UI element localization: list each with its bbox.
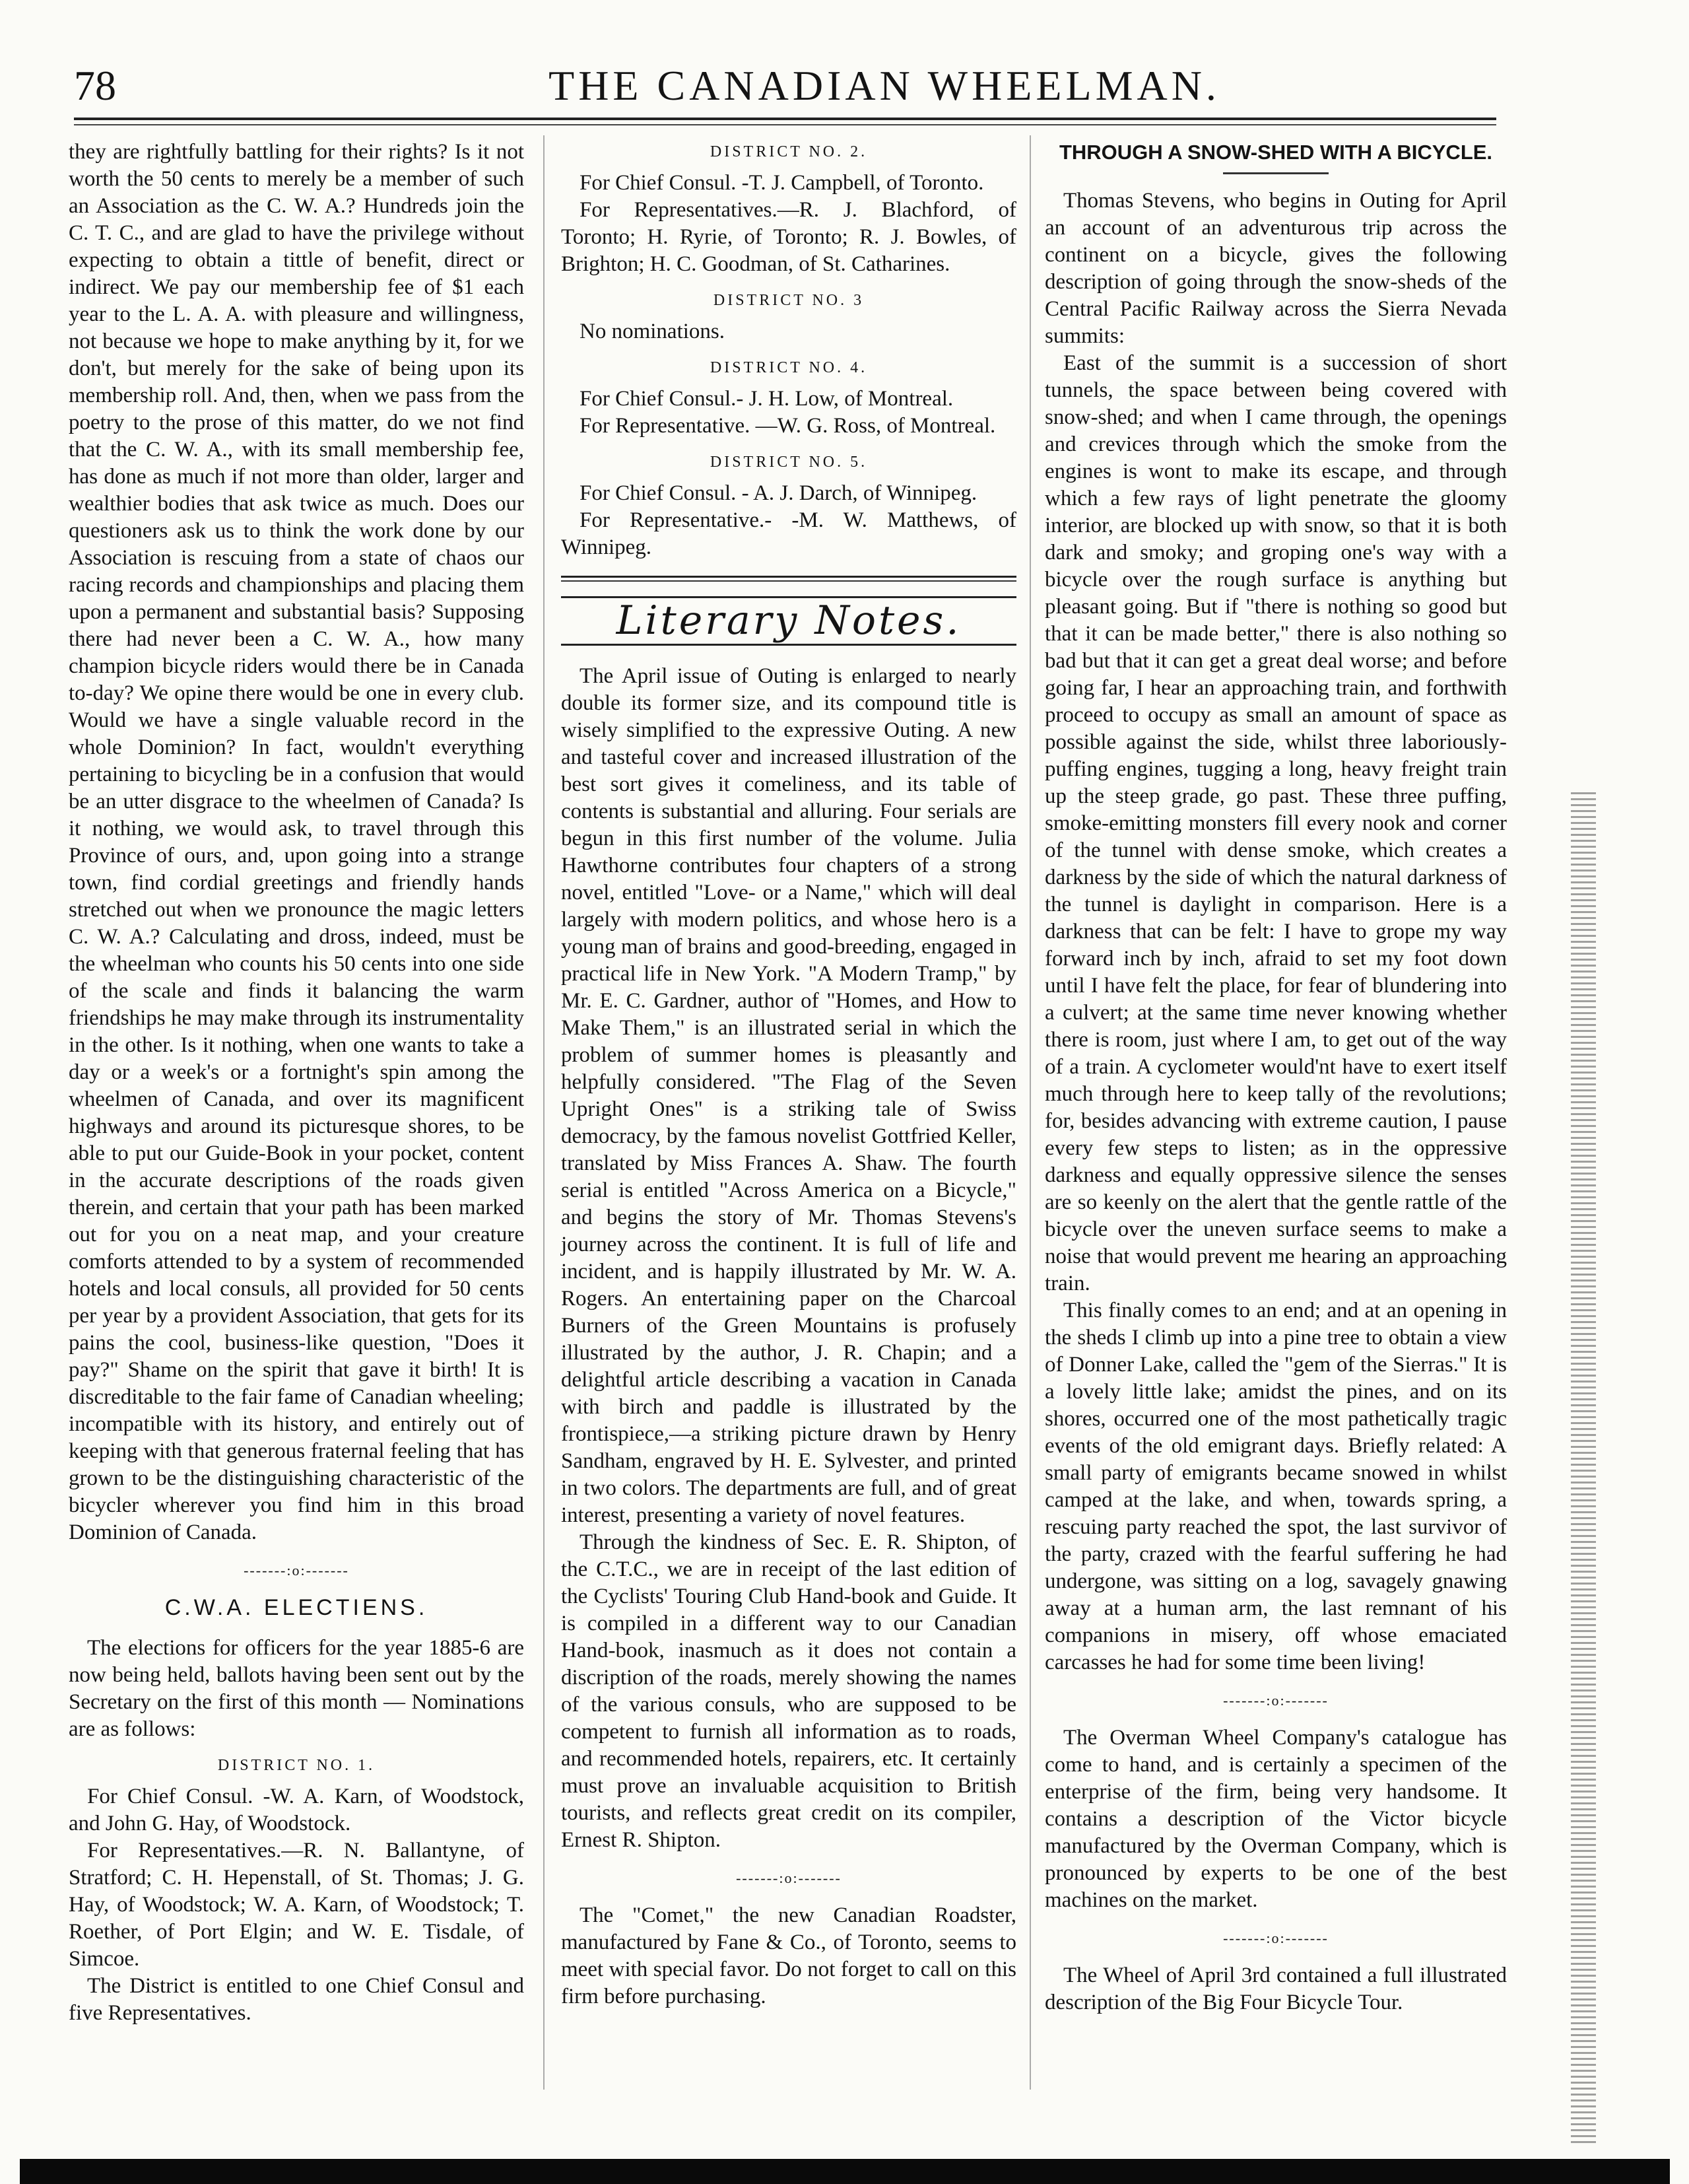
article-text: The Wheel of April 3rd contained a full illustrated description of the Big Four Bicycle Tour. [1045, 1963, 1507, 2014]
district-heading: DISTRICT NO. 1. [217, 1757, 376, 1774]
nomination-text: For Chief Consul. -T. J. Campbell, of Toronto. [580, 171, 984, 195]
article-text: This finally comes to an end; and at an opening in the sheds I climb up into a pine tree to obtain a view of Donner Lake, called the "gem of the Sierras." It is a lovely little lake; amidst the pines, and on its shores, occurred one of the most pathetically tragic events of the old emigrant days. Briefly related: A small party of emigrants became snowed in whilst camped at the lake, and when, towards spring, a rescuing party reached the spot, the last survivor of the party, crazed with the fearful suffering he had undergone, was sitting on a log, savagely gnawing away at a human arm, the last remnant of his companions in misery, off whose emaciated carcasses he had for some time been living! [1045, 1299, 1507, 1674]
article-text: Through the kindness of Sec. E. R. Shipton, of the C.T.C., we are in receipt of the last edition of the Cyclists' Touring Club Hand-book and Guide. It is compiled in a different way to our Canadian Hand-book, inasmuch as it does not contain a discription of the roads, merely showing the names of the various consuls, who are supposed to be competent to furnish all information as to roads, and recommended hotels, repairers, etc. It certainly must prove an invaluable acquisition to British tourists, and reflects great credit on its compiler, Ernest R. Shipton. [561, 1530, 1016, 1852]
article-text: they are rightfully battling for their rights? Is it not worth the 50 cents to merely be a member of such an Association as the C. W. A.? Hundreds join the C. T. C., and are glad to have the privilege without expecting to obtain a tittle of benefit, direct or indirect. We pay our membership fee of $1 each year to the L. A. A. with pleasure and willingness, not because we hope to make anything by it, for we don't, but merely for the sake of being upon its membership roll. And, then, when we pass from the poetry to the prose of this matter, do we not find that the C. W. A., with its small membership fee, has done as much if not more than older, larger and wealthier bodies that ask twice as much. Does our questioners ask us to think the work done by our Association is rescuing from a state of chaos our racing records and championships and placing them upon a permanent and substantial basis? Supposing there had never been a C. W. A., how many champion bicycle riders would there be in Canada to-day? We opine there would be one in every club. Would we have a single valuable record in the whole Dominion? In fact, wouldn't everything pertaining to bicycling be in a confusion that would be an utter disgrace to the wheelmen of Canada? Is it nothing, we would ask, to travel through this Province of ours, and, upon going into a strange town, find cordial greetings and friendly hands stretched out when we pronounce the magic letters C. W. A.? Calculating and dross, indeed, must be the wheelman who counts his 50 cents into one side of the scale and finds it balancing the warm friendships he may make through its instrumentality in the other. Is it nothing, when one wants to take a day or a week's or a fortnight's spin among the wheelmen of Canada, and over its magnificent highways and around its picturesque shores, to be able to put our Guide-Book in your pocket, content in the accurate descriptions of the roads given therein, and certain that your path has been marked out for you on a neat map, and your creature comforts attended to by a system of recommended hotels and local consuls, all provided for 50 cents per year by a provident Association, that gets for its pains the cool, business-like question, "Does it pay?" Shame on the spirit that gave it birth! It is discreditable to the fair fame of Canadian wheeling; incompatible with its history, and entirely out of keeping with that generous fraternal feeling that has grown to be the distinguishing characteristic of the bicycler wherever you find him in this broad Dominion of Canada. [69, 140, 524, 1544]
page-number: 78 [74, 62, 116, 109]
heading-rule [1223, 172, 1329, 174]
scan-margin-marks [1571, 792, 1596, 2146]
nomination-text: For Chief Consul. -W. A. Karn, of Woodstock, and John G. Hay, of Woodstock. [69, 1785, 524, 1835]
district-note: The District is entitled to one Chief Consul and five Representatives. [69, 1974, 524, 2025]
district-heading: DISTRICT NO. 4. [710, 359, 868, 376]
article-heading-snow-shed: THROUGH A SNOW-SHED WITH A BICYCLE. [1059, 141, 1493, 164]
nomination-text: For Chief Consul.- J. H. Low, of Montreal. [580, 387, 954, 411]
article-text: The "Comet," the new Canadian Roadster, manufactured by Fane & Co., of Toronto, seems to meet with special favor. Do not forget to call on this firm before purchasing. [561, 1903, 1016, 2008]
article-text: East of the summit is a succession of short tunnels, the space between being covered with snow-shed; and when I came through, the openings and crevices through which the smoke from the engines is wont to make its escape, and through which a few rays of light penetrate the gloomy interior, are blocked up with snow, so that it is both dark and smoky; and groping one's way with a bicycle over the rough surface is anything but pleasant going. But if "there is nothing so good but that it can be made better," there is also nothing so bad but that it can get a great deal worse; and before going far, I hear an approaching train, and forthwith proceed to occupy as small an amount of space as possible against the side, whilst three laboriously-puffing engines, tugging a long, heavy freight train up the steep grade, go past. These three puffing, smoke-emitting monsters fill every nook and corner of the tunnel with dense smoke, which creates a darkness by the side of which the natural darkness of the tunnel is daylight in comparison. Here is a darkness that can be felt: I have to grope my way forward inch by inch, afraid to set my foot down until I have felt the place, for fear of blundering into a culvert; at the same time never knowing whether there is room, just where I am, to get out of the way of a train. A cyclometer would'nt have to exert itself much through here to keep tally of the revolutions; for, besides advancing with extreme caution, I pause every few steps to listen; as in the oppressive darkness and equally oppressive silence the senses are so keenly on the alert that the gentle rattle of the bicycle over the uneven surface seems to make a noise that would prevent me hearing an approaching train. [1045, 351, 1507, 1295]
section-separator: -------:o:------- [1223, 1930, 1329, 1946]
article-text: The April issue of Outing is enlarged to nearly double its former size, and its compound title is wisely simplified to the expressive Outing. A new and tasteful cover and increased illustration of the best sort gives it comeliness, and its table of contents is substantial and alluring. Four serials are begun in this first number of the volume. Julia Hawthorne contributes four chapters of a strong novel, entitled "Love- or a Name," which will deal largely with modern politics, and whose hero is a young man of brains and good-breeding, engaged in practical life in New York. "A Modern Tramp," by Mr. E. C. Gardner, author of "Homes, and How to Make Them," is an illustrated serial in which the problem of summer homes is pleasantly and helpfully considered. "The Flag of the Seven Upright Ones" is a striking tale of Swiss democracy, by the famous novelist Gottfried Keller, translated by Miss Frances A. Shaw. The fourth serial is entitled "Across America on a Bicycle," and begins the story of Mr. Thomas Stevens's journey across the continent. It is full of life and incident, and is happily illustrated by Mr. W. A. Rogers. An entertaining paper on the Charcoal Burners of the Green Mountains is profusely illustrated by the author, J. R. Chapin; and a delightful article describing a vacation in Canada with birch and paddle is illustrated by the frontispiece,—a striking picture drawn by Henry Sandham, engraved by H. E. Sylvester, and printed in two colors. The departments are full, and of great interest, presenting a variety of novel features. [561, 664, 1016, 1527]
article-text: The Overman Wheel Company's catalogue has come to hand, and is certainly a specimen of the enterprise of the firm, being very handsome. It contains a description of the Victor bicycle manufactured by the Overman Company, which is pronounced by experts to be one of the best machines on the market. [1045, 1726, 1507, 1912]
masthead-rule-thin [74, 124, 1496, 125]
section-heading-elections: C.W.A. ELECTIENS. [164, 1595, 428, 1620]
district-heading: DISTRICT NO. 2. [710, 143, 868, 160]
scan-bottom-border [20, 2159, 1670, 2184]
masthead-title: THE CANADIAN WHEELMAN. [548, 62, 1220, 109]
section-heading-literary-notes: Literary Notes. [561, 596, 1016, 646]
section-rule-thin [561, 580, 1016, 582]
section-separator: -------:o:------- [244, 1562, 349, 1579]
section-separator: -------:o:------- [1223, 1692, 1329, 1709]
column-left [69, 139, 524, 2027]
masthead-rule [74, 118, 1496, 120]
column-divider-right [1030, 135, 1031, 2090]
nomination-text: For Representatives.—R. N. Ballantyne, of Stratford; C. H. Hepenstall, of St. Thomas; J. G. Hay, of Woodstock; W. A. Karn, of Woodstock; T. Roether, of Port Elgin; and W. E. Tisdale, of Simcoe. [69, 1839, 524, 1971]
column-right [1045, 139, 1507, 2016]
district-heading: DISTRICT NO. 3 [713, 292, 865, 309]
column-divider-left [543, 135, 545, 2090]
elections-intro: The elections for officers for the year 1885-6 are now being held, ballots having been sent out by the Secretary on the first of this month — Nominations are as follows: [69, 1636, 524, 1741]
nomination-text: For Representative.- -M. W. Matthews, of Winnipeg. [561, 508, 1016, 559]
section-separator: -------:o:------- [736, 1870, 842, 1886]
nomination-text: For Representative. —W. G. Ross, of Montreal. [580, 414, 996, 438]
nomination-text: No nominations. [580, 320, 725, 343]
district-heading: DISTRICT NO. 5. [710, 454, 868, 471]
nomination-text: For Representatives.—R. J. Blachford, of Toronto; H. Ryrie, of Toronto; R. J. Bowles, of Brighton; H. C. Goodman, of St. Catharines. [561, 198, 1016, 276]
article-text: Thomas Stevens, who begins in Outing for April an account of an adventurous trip across the continent on a bicycle, gives the following description of going through the snow-sheds of the Central Pacific Railway across the Sierra Nevada summits: [1045, 189, 1507, 348]
column-middle [561, 139, 1016, 2010]
section-rule [561, 576, 1016, 578]
nomination-text: For Chief Consul. - A. J. Darch, of Winnipeg. [580, 481, 977, 505]
